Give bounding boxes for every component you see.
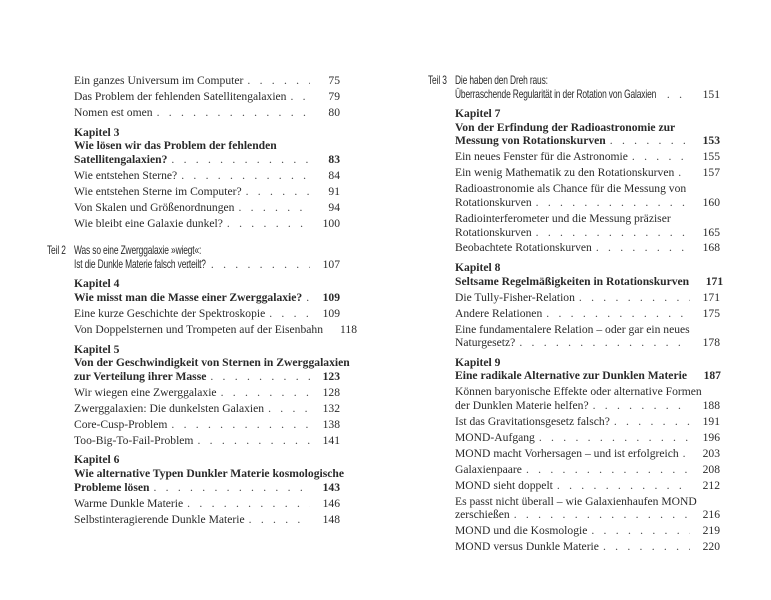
page-number: 191 bbox=[702, 414, 720, 428]
toc-title-last-line bbox=[74, 497, 340, 511]
toc-entry[interactable] bbox=[74, 169, 340, 183]
toc-entry[interactable] bbox=[455, 150, 720, 164]
toc-title-line-wrap bbox=[455, 182, 720, 196]
toc-entry[interactable] bbox=[74, 307, 340, 321]
chapter-label: Kapitel 3 bbox=[74, 125, 120, 139]
toc-title-last-line bbox=[74, 90, 340, 104]
toc-entry[interactable] bbox=[74, 185, 340, 199]
dot-leader bbox=[221, 386, 310, 400]
toc-title-last-line bbox=[74, 418, 340, 432]
toc-entry[interactable] bbox=[455, 323, 720, 350]
toc-title-line: Wie bleibt eine Galaxie dunkel? bbox=[74, 216, 223, 230]
page-number: 138 bbox=[322, 417, 340, 431]
toc-title-last-line bbox=[74, 185, 340, 199]
dot-leader bbox=[593, 399, 690, 413]
dot-leader bbox=[210, 370, 310, 384]
toc-part[interactable] bbox=[47, 243, 340, 271]
toc-title-line: Andere Relationen bbox=[455, 306, 543, 320]
toc-entry[interactable] bbox=[455, 479, 720, 493]
page-number: 94 bbox=[328, 200, 340, 214]
toc-chapter[interactable] bbox=[455, 261, 724, 288]
toc-title-line: Was so eine Zwerggalaxie »wiegt«: bbox=[74, 243, 202, 258]
part-label: Teil 3 bbox=[428, 73, 447, 87]
toc-entry[interactable] bbox=[455, 166, 720, 180]
toc-title-line: Von der Geschwindigkeit von Sternen in Zwerggalaxien bbox=[74, 356, 350, 370]
toc-title-last-line bbox=[455, 479, 720, 493]
dot-leader bbox=[579, 291, 690, 305]
page-number: 171 bbox=[702, 290, 720, 304]
page-number: 153 bbox=[702, 134, 720, 148]
toc-title-last-line bbox=[74, 307, 340, 321]
toc-entry[interactable] bbox=[74, 106, 340, 120]
toc-entry[interactable] bbox=[455, 463, 720, 477]
toc-title-line: Überraschende Regularität in der Rotation von Galaxien bbox=[455, 86, 657, 101]
toc-title-line: Rotationskurven bbox=[455, 225, 532, 239]
page-number: 187 bbox=[703, 369, 721, 383]
toc-title-line: Nomen est omen bbox=[74, 105, 153, 119]
toc-entry[interactable] bbox=[455, 524, 720, 538]
page-number: 216 bbox=[702, 508, 720, 522]
toc-title-line: Eine radikale Alternative zur Dunklen Materie bbox=[455, 369, 687, 383]
toc-title-line-wrap bbox=[455, 385, 720, 399]
toc-entry[interactable] bbox=[455, 182, 720, 209]
page-number: 132 bbox=[322, 401, 340, 415]
page-number: 157 bbox=[702, 166, 720, 180]
dot-leader bbox=[249, 513, 310, 527]
toc-title-last-line bbox=[455, 274, 724, 289]
toc-entry[interactable] bbox=[74, 90, 340, 104]
page-number: 91 bbox=[328, 184, 340, 198]
dot-leader bbox=[290, 90, 310, 104]
toc-title-line: MOND sieht doppelt bbox=[455, 478, 553, 492]
dot-leader bbox=[157, 106, 310, 120]
toc-title-line: Satellitengalaxien? bbox=[74, 152, 168, 166]
page-number: 100 bbox=[322, 216, 340, 230]
toc-title-line: Können baryonische Effekte oder alternative Formen bbox=[455, 385, 702, 399]
toc-title-last-line bbox=[455, 336, 720, 350]
toc-title-line: zerschießen bbox=[455, 508, 510, 522]
toc-entry[interactable] bbox=[455, 307, 720, 321]
toc-title-line: Wie alternative Typen Dunkler Materie kosmologische bbox=[74, 466, 344, 480]
toc-title-last-line bbox=[74, 201, 340, 215]
page-number: 143 bbox=[322, 480, 340, 494]
toc-title-last-line bbox=[74, 481, 340, 495]
toc-entry[interactable] bbox=[455, 495, 720, 522]
page-number: 188 bbox=[702, 398, 720, 412]
dot-leader bbox=[269, 307, 310, 321]
toc-entry[interactable] bbox=[74, 418, 340, 432]
page-number: 118 bbox=[340, 323, 358, 337]
toc-entry[interactable] bbox=[455, 447, 720, 461]
toc-title-line-wrap bbox=[74, 466, 344, 481]
toc-entry[interactable] bbox=[74, 497, 340, 511]
toc-title-line: Ein neues Fenster für die Astronomie bbox=[455, 150, 628, 164]
dot-leader bbox=[614, 415, 690, 429]
dot-leader bbox=[557, 479, 690, 493]
toc-chapter[interactable] bbox=[74, 277, 340, 304]
dot-leader bbox=[536, 196, 690, 210]
dot-leader bbox=[546, 307, 690, 321]
toc-title-last-line bbox=[455, 399, 720, 413]
toc-title-line: Wie entstehen Sterne im Computer? bbox=[74, 184, 242, 198]
dot-leader bbox=[539, 431, 690, 445]
chapter-label: Kapitel 6 bbox=[74, 453, 120, 467]
dot-leader bbox=[171, 153, 310, 167]
toc-title-line: Seltsame Regelmäßigkeiten in Rotationskurven bbox=[455, 274, 690, 288]
toc-title-last-line bbox=[74, 434, 340, 448]
toc-chapter[interactable] bbox=[74, 342, 350, 384]
toc-title-line: Von Skalen und Größenordnungen bbox=[74, 200, 235, 214]
toc-title-last-line bbox=[455, 307, 720, 321]
page-number: 165 bbox=[702, 225, 720, 239]
toc-title-line: Es passt nicht überall – wie Galaxienhaufen MOND bbox=[455, 494, 697, 508]
toc-entry[interactable] bbox=[74, 201, 340, 215]
toc-title-line-wrap bbox=[455, 74, 720, 88]
toc-title-line: Eine fundamentalere Relation – oder gar ein neues bbox=[455, 322, 690, 336]
toc-title-last-line bbox=[74, 169, 340, 183]
dot-leader bbox=[596, 241, 690, 255]
toc-entry[interactable] bbox=[74, 402, 340, 416]
toc-title-line: Ein wenig Mathematik zu den Rotationskurven bbox=[455, 166, 675, 180]
toc-title-last-line bbox=[455, 524, 720, 538]
toc-title-last-line bbox=[455, 241, 720, 255]
toc-title-line: zur Verteilung ihrer Masse bbox=[74, 369, 207, 383]
toc-chapter[interactable] bbox=[455, 107, 720, 148]
page-number: 171 bbox=[705, 274, 724, 288]
page-number: 208 bbox=[702, 462, 720, 476]
toc-title-last-line bbox=[74, 370, 340, 384]
toc-title-line: der Dunklen Materie helfen? bbox=[455, 398, 589, 412]
toc-entry[interactable] bbox=[455, 241, 720, 255]
page-number: 160 bbox=[702, 195, 720, 209]
dot-leader bbox=[153, 481, 310, 495]
dot-leader bbox=[519, 336, 690, 350]
toc-title-last-line bbox=[455, 431, 720, 445]
dot-leader bbox=[268, 402, 310, 416]
dot-leader bbox=[591, 524, 690, 538]
toc-title-line: Von der Erfindung der Radioastronomie zur bbox=[455, 120, 676, 134]
page-number: 155 bbox=[702, 150, 720, 164]
chapter-label: Kapitel 7 bbox=[455, 107, 501, 121]
page-number: 83 bbox=[328, 152, 340, 166]
toc-title-line: Wir wiegen eine Zwerggalaxie bbox=[74, 385, 217, 399]
part-label: Teil 2 bbox=[47, 243, 66, 258]
page-number: 151 bbox=[702, 87, 720, 101]
toc-entry[interactable] bbox=[455, 212, 720, 239]
dot-leader bbox=[246, 185, 310, 199]
toc-title-line: Naturgesetz? bbox=[455, 336, 516, 350]
dot-leader bbox=[683, 447, 690, 461]
toc-title-line: Wie misst man die Masse einer Zwerggalaxie? bbox=[74, 291, 303, 305]
page-number: 148 bbox=[322, 512, 340, 526]
toc-chapter[interactable] bbox=[74, 126, 340, 167]
toc-entry[interactable] bbox=[74, 217, 340, 231]
dot-leader bbox=[526, 463, 690, 477]
toc-entry[interactable] bbox=[74, 513, 340, 527]
toc-title-line: Das Problem der fehlenden Satellitengalaxien bbox=[74, 89, 287, 103]
toc-chapter[interactable] bbox=[455, 356, 720, 383]
toc-part[interactable] bbox=[428, 73, 720, 101]
toc-title-line: Ist die Dunkle Materie falsch verteilt? bbox=[74, 256, 206, 271]
toc-title-line: Galaxienpaare bbox=[455, 462, 522, 476]
toc-entry[interactable] bbox=[74, 323, 358, 337]
page-number: 175 bbox=[702, 306, 720, 320]
toc-title-line: Selbstinteragierende Dunkle Materie bbox=[74, 512, 245, 526]
toc-title-line: Ist das Gravitationsgesetz falsch? bbox=[455, 414, 610, 428]
toc-title-line: Ein ganzes Universum im Computer bbox=[74, 74, 244, 87]
toc-title-line: Rotationskurven bbox=[455, 195, 532, 209]
toc-entry[interactable] bbox=[455, 291, 720, 305]
page-number: 80 bbox=[328, 105, 340, 119]
toc-title-line-wrap bbox=[455, 121, 720, 135]
page-number: 212 bbox=[702, 478, 720, 492]
dot-leader bbox=[514, 508, 690, 522]
toc-title-last-line bbox=[74, 291, 340, 305]
page-number: 146 bbox=[322, 496, 340, 510]
toc-title-last-line bbox=[455, 540, 720, 554]
toc-title-last-line bbox=[74, 513, 340, 527]
toc-title-last-line bbox=[74, 386, 340, 400]
toc-left-column bbox=[47, 74, 358, 526]
dot-leader bbox=[227, 217, 310, 231]
toc-title-last-line bbox=[455, 463, 720, 477]
toc-title-last-line bbox=[455, 369, 720, 383]
dot-leader bbox=[171, 418, 310, 432]
toc-title-last-line bbox=[455, 508, 720, 522]
toc-entry[interactable] bbox=[74, 386, 340, 400]
toc-entry[interactable] bbox=[455, 415, 720, 429]
toc-title-line: Wie entstehen Sterne? bbox=[74, 168, 178, 182]
page-number: 141 bbox=[322, 433, 340, 447]
toc-title-line: Radiointerferometer und die Messung präziser bbox=[455, 211, 671, 225]
dot-leader bbox=[197, 434, 310, 448]
chapter-label: Kapitel 8 bbox=[455, 261, 501, 275]
dot-leader bbox=[187, 497, 310, 511]
toc-title-line: Too-Big-To-Fail-Problem bbox=[74, 433, 194, 447]
page-number: 219 bbox=[702, 524, 720, 538]
toc-entry[interactable] bbox=[74, 74, 340, 88]
toc-title-last-line bbox=[455, 88, 720, 102]
toc-title-last-line bbox=[74, 402, 340, 416]
toc-title-line: Zwerggalaxien: Die dunkelsten Galaxien bbox=[74, 401, 265, 415]
toc-title-line: MOND-Aufgang bbox=[455, 430, 535, 444]
chapter-label: Kapitel 9 bbox=[455, 355, 501, 369]
toc-entry[interactable] bbox=[74, 434, 340, 448]
toc-entry[interactable] bbox=[455, 540, 720, 554]
toc-title-line: Warme Dunkle Materie bbox=[74, 496, 184, 510]
toc-title-line-wrap bbox=[74, 244, 340, 258]
toc-title-line: Von Doppelsternen und Trompeten auf der Eisenbahn bbox=[74, 323, 324, 337]
toc-title-line: Beobachtete Rotationskurven bbox=[455, 241, 592, 255]
dot-leader bbox=[238, 201, 310, 215]
page-number: 168 bbox=[702, 241, 720, 255]
toc-title-line: Eine kurze Geschichte der Spektroskopie bbox=[74, 307, 266, 321]
toc-entry[interactable] bbox=[455, 431, 720, 445]
toc-title-last-line bbox=[455, 415, 720, 429]
toc-title-line: MOND macht Vorhersagen – und ist erfolgreich bbox=[455, 446, 679, 460]
toc-title-line: Core-Cusp-Problem bbox=[74, 417, 168, 431]
dot-leader bbox=[678, 166, 690, 180]
dot-leader bbox=[181, 169, 310, 183]
toc-title-line: MOND und die Kosmologie bbox=[455, 524, 588, 538]
toc-title-last-line bbox=[455, 166, 720, 180]
toc-title-line: Messung von Rotationskurven bbox=[455, 134, 606, 148]
toc-entry[interactable] bbox=[455, 385, 720, 412]
toc-title-line: Die haben den Dreh raus: bbox=[455, 73, 548, 87]
toc-title-line: Probleme lösen bbox=[74, 480, 150, 494]
chapter-label: Kapitel 5 bbox=[74, 342, 120, 356]
dot-leader bbox=[306, 291, 310, 305]
dot-leader bbox=[667, 88, 690, 102]
page-number: 178 bbox=[702, 336, 720, 350]
toc-title-line: Radioastronomie als Chance für die Messung von bbox=[455, 182, 687, 196]
toc-title-line-wrap bbox=[74, 356, 350, 370]
toc-title-last-line bbox=[455, 226, 720, 240]
toc-chapter[interactable] bbox=[74, 453, 344, 494]
page-number: 75 bbox=[328, 74, 340, 87]
toc-title-last-line bbox=[74, 74, 340, 88]
page-number: 79 bbox=[328, 89, 340, 103]
page-number: 196 bbox=[702, 430, 720, 444]
dot-leader bbox=[536, 226, 690, 240]
toc-title-last-line bbox=[455, 291, 720, 305]
toc-title-line: Die Tully-Fisher-Relation bbox=[455, 290, 575, 304]
toc-title-last-line bbox=[74, 153, 340, 167]
dot-leader bbox=[632, 150, 690, 164]
toc-title-last-line bbox=[74, 106, 340, 120]
page-number: 220 bbox=[702, 540, 720, 554]
page-number: 123 bbox=[322, 369, 340, 383]
page-number: 107 bbox=[322, 257, 340, 271]
dot-leader bbox=[610, 134, 690, 148]
toc-title-last-line bbox=[455, 447, 720, 461]
toc-title-line-wrap bbox=[455, 212, 720, 226]
toc-title-line-wrap bbox=[455, 495, 720, 509]
toc-title-last-line bbox=[74, 323, 358, 337]
toc-right-column bbox=[428, 73, 724, 554]
toc-title-last-line bbox=[455, 134, 720, 148]
toc-title-line: Wie lösen wir das Problem der fehlenden bbox=[74, 139, 277, 153]
page-number: 84 bbox=[328, 168, 340, 182]
dot-leader bbox=[247, 74, 310, 88]
toc-title-last-line bbox=[455, 196, 720, 210]
toc-title-last-line bbox=[74, 258, 340, 272]
page-number: 128 bbox=[322, 385, 340, 399]
toc-title-last-line bbox=[455, 150, 720, 164]
chapter-label: Kapitel 4 bbox=[74, 277, 120, 291]
toc-title-line-wrap bbox=[455, 323, 720, 337]
dot-leader bbox=[603, 540, 690, 554]
page-number: 109 bbox=[322, 307, 340, 321]
page-number: 109 bbox=[322, 291, 340, 305]
page-number: 203 bbox=[702, 446, 720, 460]
toc-title-line-wrap bbox=[74, 139, 340, 153]
toc-title-last-line bbox=[74, 217, 340, 231]
toc-title-line: MOND versus Dunkle Materie bbox=[455, 540, 599, 554]
